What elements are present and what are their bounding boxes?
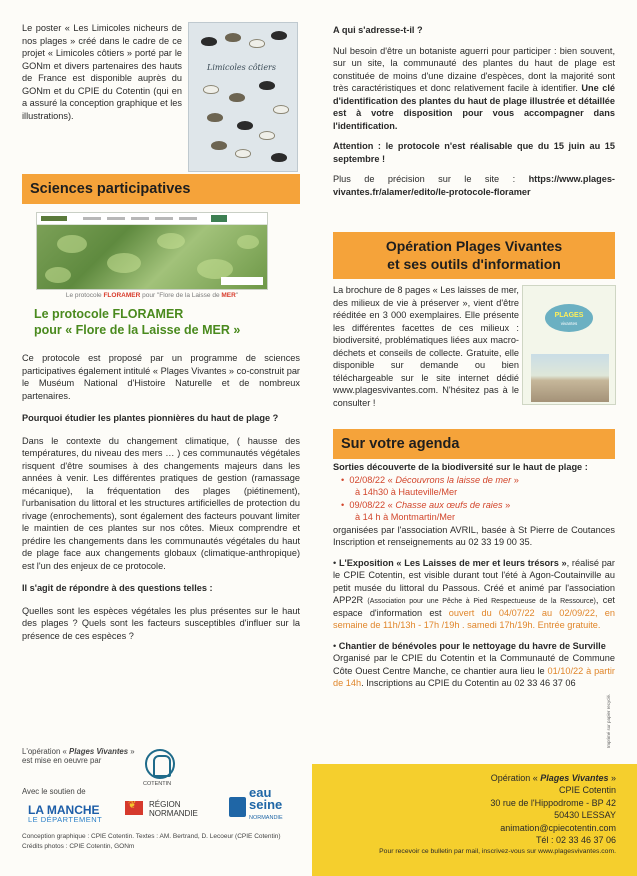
sciences-participatives-title: Sciences participatives	[22, 174, 300, 204]
agenda-list	[341, 474, 615, 524]
volunteer-paragraph: • Chantier de bénévoles pour le nettoyage du havre de Surville Organisé par le CPIE du Cotentin et la Communauté de Commune Côte Ouest Centre Manche, ce chantier aura lieu le 01/10/22 à partir de 14h. Inscriptions au CPIE du Cotentin au 02 33 46 37 06	[333, 640, 615, 689]
agenda-heading: Sorties découverte de la biodiversité sur le haut de plage :	[333, 462, 588, 472]
exhibition-paragraph: • L'Exposition « Les Laisses de mer et leurs trésors », réalisé par le CPIE Cotentin, est visible durant tout l'été à Agon-Coutainville au petit musée du littoral du Passous. Créé et animé par l'association APP2R (Association pour une Pêche à Pied Respectueuse de la Ressource), cet espace d'information est ouvert du 04/07/22 au 02/09/22, en semaine de 11h/13h - 17h /19h . samedi 17h/19h. Entrée gratuite.	[333, 557, 615, 631]
protocol-link[interactable]: https://www.plages-vivantes.fr/alamer/edito/le-protocole-floramer	[333, 174, 615, 197]
la-manche-logo: LA MANCHE LE DÉPARTEMENT	[28, 803, 103, 824]
agenda-body	[333, 461, 615, 690]
cpie-caption: COTENTIN	[143, 781, 172, 787]
support-label: Avec le soutien de	[22, 787, 86, 796]
operation-note: L'opération « Plages Vivantes » est mise en oeuvre par	[22, 747, 135, 765]
newsletter-note: Pour recevoir ce bulletin par mail, inscrivez-vous sur www.plagesvivantes.com.	[379, 848, 616, 855]
credits: Conception graphique : CPIE Cotentin. Textes : AM. Bertrand, D. Lecoeur (CPIE Cotentin) Crédits photos : CPIE Cotentin, GONm	[22, 833, 281, 850]
context-paragraph: Dans le contexte du changement climatique, ( hausse des températures, du niveau des mers … ) ces communautés végétales risquent d'être soumises à des changements majeurs dans les années à venir. Les différentes pratiques de gestion (ramassage mécanique), la fréquentation des plages (piétinement), l'urbanisation du littoral et les structures artificielles de protection du rivage (enrochements), sont également des facteurs pouvant limiter le maintien de ces plantes sur nos côtes. Mieux comprendre et prédire les changements dans les communautés végétales du haut de plage face aux changements globaux (climatique-anthropique) est l'un des enjeux de ce protocole.	[22, 435, 300, 571]
contact-city: 50430 LESSAY	[554, 810, 616, 821]
cpie-logo	[145, 749, 175, 779]
contact-operation: Opération « Plages Vivantes »	[490, 773, 616, 783]
contact-email[interactable]: animation@cpiecotentin.com	[500, 822, 616, 833]
why-question: Pourquoi étudier les plantes pionnières du haut de plage ?	[22, 413, 279, 424]
questions-paragraph: Quelles sont les espèces végétales les plus présentes sur le haut des plages ? Quels sont les facteurs susceptibles d'influer sur la présence de ces espèces ?	[22, 605, 300, 641]
plages-vivantes-logo: PLAGES vivantes	[545, 304, 593, 332]
attention-note: Attention : le protocole n'est réalisable que du 15 juin au 15 septembre !	[333, 141, 615, 164]
plages-vivantes-title: Opération Plages Vivantes et ses outils d'information	[333, 232, 615, 279]
poster-intro: Le poster « Les Limicoles nicheurs de nos plages » créé dans le cadre de ce projet « Limicoles côtiers » porté par le GONm et divers partenaires des hauts de France est disponible auprès du GONm et du CPIE du Cotentin (qui en a assuré la conception graphique et les illustrations).	[22, 23, 182, 121]
right-intro	[333, 24, 615, 198]
contact-block	[420, 772, 616, 846]
contact-address: 30 rue de l'Hippodrome - BP 42	[490, 797, 616, 808]
audience-paragraph: Nul besoin d'être un botaniste aguerri pour participer : bien souvent, sur un site, la communauté des plantes du haut de plage est constituée de moins d'une dizaine d'espèces, dont la majorité sont très caractéristiques et donc relativement facile à identifier. Une clé d'identification des plantes du haut de plage illustrée et détaillée est à votre disposition pour vous accompagner dans l'identification.	[333, 45, 616, 131]
agenda-event-1: • 02/08/22 « Découvrons la laisse de mer » à 14h30 à Hauteville/Mer	[341, 474, 519, 498]
audience-heading: A qui s'adresse-t-il ?	[333, 25, 423, 35]
recycled-paper-note: Imprimé sur papier recyclé.	[606, 693, 611, 748]
normandy-flag-icon	[125, 801, 143, 815]
screenshot-caption: Le protocole FLORAMER pour "Flore de la Laisse de MER"	[65, 292, 239, 299]
floramer-screenshot	[36, 212, 268, 290]
eau-seine-normandie-logo: eau seine NORMANDIE	[229, 787, 289, 823]
poster-image: Limicoles côtiers	[188, 22, 298, 172]
region-normandie-logo: ❦ RÉGION NORMANDIE	[125, 797, 220, 819]
agenda-event-2: • 09/08/22 « Chasse aux œufs de raies » à 14 h à Montmartin/Mer	[341, 499, 511, 523]
contact-phone: Tél : 02 33 46 37 06	[535, 835, 616, 846]
questions-heading: Il s'agit de répondre à des questions telles :	[22, 583, 213, 594]
protocol-intro: Ce protocole est proposé par un programme de sciences participatives également intitulé « Plages Vivantes » co-construit par le Muséum National d'Histoire Naturelle et de nombreux partenaires.	[22, 353, 300, 401]
agenda-title: Sur votre agenda	[333, 429, 615, 459]
contact-org: CPIE Cotentin	[558, 785, 616, 796]
left-body	[22, 352, 300, 642]
brochure-text: La brochure de 8 pages « Les laisses de mer, des milieux de vie à préserver », vient d'être rééditée en 3 000 exemplaires. Elle présente les différentes facettes de ces milieux : biodiversité, problématiques liées aux macro-déchets et conseils de collecte. Gratuite, elle disponible sur demande ou bien téléchargeable sur le site internet dédié www.plagesvivantes.com. N'hésitez pas à le consulter !	[333, 285, 519, 408]
agenda-organizer: organisées par l'association AVRIL, basée à St Pierre de Coutances Inscription et renseignements au 02 33 19 00 35.	[333, 524, 615, 548]
brochure-image	[522, 285, 616, 405]
floramer-subtitle: Le protocole FLORAMER pour « Flore de la Laisse de MER »	[34, 307, 241, 337]
site-info: Plus de précision sur le site : https://www.plages-vivantes.fr/alamer/edito/le-protocole-floramer	[333, 174, 615, 197]
